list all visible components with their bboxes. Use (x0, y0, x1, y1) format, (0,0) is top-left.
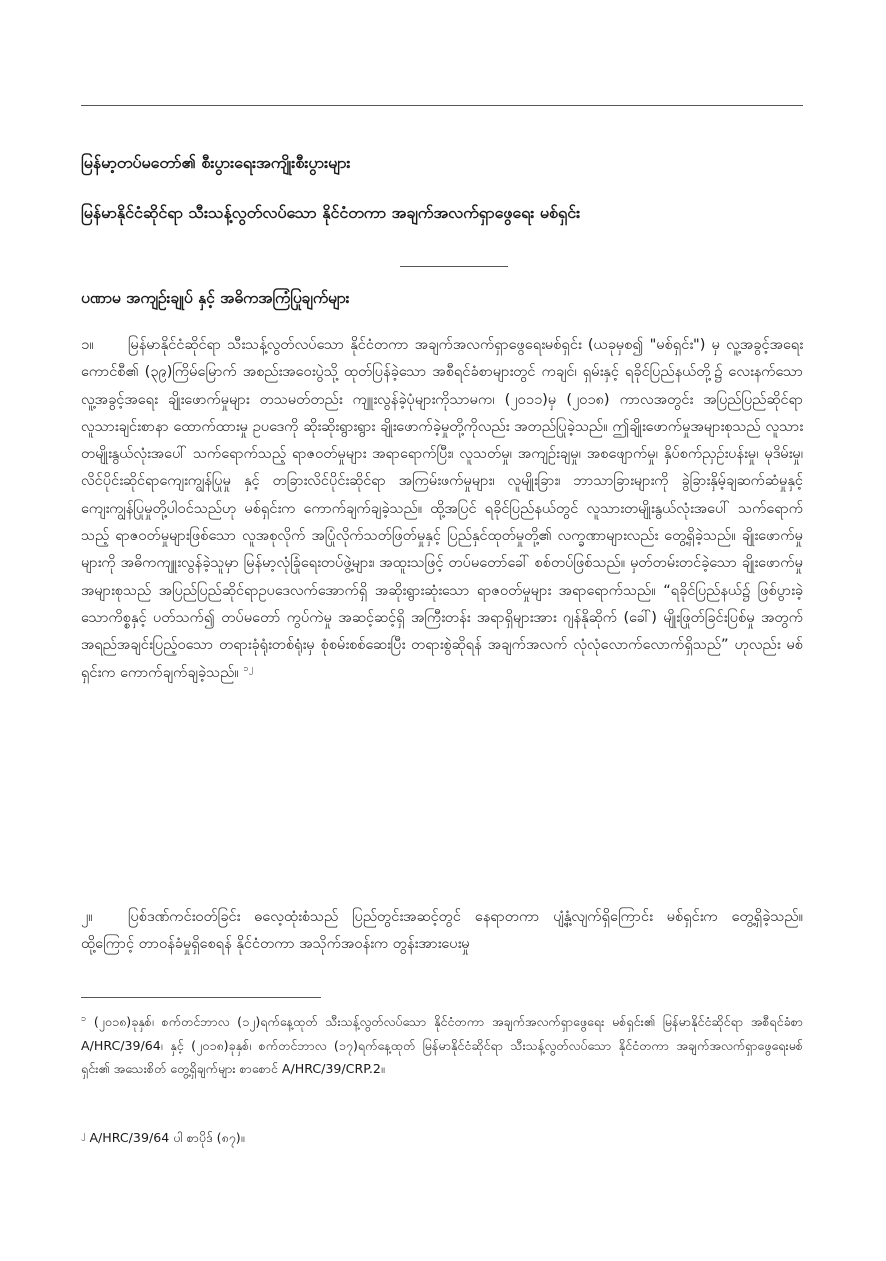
footnote-marker: ၂ (81, 1129, 86, 1140)
footnote-text: A/HRC/39/64 ပါ စာပိုဒ် (၈၇)။ (89, 1130, 245, 1145)
footnote-marker: ၁ (81, 1013, 87, 1024)
paragraph-2 (81, 903, 803, 961)
footnote-text: (၂၀၁၈)ခုနှစ်၊ စက်တင်ဘာလ (၁၂)ရက်နေ့ထုတ် သီးသန့်လွတ်လပ်သော နိုင်ငံတကာ အချက်အလက်ရှာဖွေရေး မစ်ရှင်း၏ မြန်မာနိုင်ငံဆိုင်ရာ အစီရင်ခံစာ A/HRC/39/64၊ နှင့် (၂၀၁၈)ခုနှစ်၊ စက်တင်ဘာလ (၁၇)ရက်နေ့ထုတ် မြန်မာနိုင်ငံဆိုင်ရာ သီးသန့်လွတ်လပ်သော နိုင်ငံတကာ အချက်အလက်ရှာဖွေရေးမစ်ရှင်း၏ အသေးစိတ် တွေ့ရှိချက်များ စာစောင် A/HRC/39/CRP.2။ (81, 1014, 803, 1076)
document-title: မြန်မာ့တပ်မတော်၏ စီးပွားရေးအကျိုးစီးပွားများ (81, 153, 351, 172)
paragraph-number: ၂။ (81, 908, 93, 925)
section-heading: ပဏာမ အကျဉ်းချုပ် နှင့် အဓိကအကြံပြုချက်များ (81, 289, 350, 307)
paragraph-number: ၁။ (81, 336, 94, 353)
footnote-separator (81, 997, 321, 998)
footnote-2 (81, 1126, 803, 1150)
document-subtitle: မြန်မာနိုင်ငံဆိုင်ရာ သီးသန့်လွတ်လပ်သော နိုင်ငံတကာ အချက်အလက်ရှာဖွေရေး မစ်ရှင်း (81, 203, 581, 222)
footnote-1 (81, 1010, 803, 1106)
paragraph-1 (81, 331, 803, 891)
paragraph-text: မြန်မာနိုင်ငံဆိုင်ရာ သီးသန့်လွတ်လပ်သော နိုင်ငံတကာ အချက်အလက်ရှာဖွေရေးမစ်ရှင်း (ယခုမှစ၍ "မစ်ရှင်း") မှ လူ့အခွင့်အရေးကောင်စီ၏ (၃၉)ကြိမ်မြောက် အစည်းအဝေးပွဲသို့ ထုတ်ပြန်ခဲ့သော အစီရင်ခံစာများတွင် ကချင်၊ ရှမ်းနှင့် ရခိုင်ပြည်နယ်တို့၌ လေးနက်သော လူ့အခွင့်အရေး ချိုးဖောက်မှုများ တသမတ်တည်း ကျူးလွန်ခဲ့ပုံများကိုသာမက၊ (၂၀၁၁)မှ (၂၀၁၈) ကာလအတွင်း အပြည်ပြည်ဆိုင်ရာ လူသားချင်းစာနာ ထောက်ထားမှု ဥပဒေကို ဆိုးဆိုးရွားရွား ချိုးဖောက်ခဲ့မှုတို့ကိုလည်း အတည်ပြုခဲ့သည်။ ဤချိုးဖောက်မှုအများစုသည် လူသားတမျိုးနွယ်လုံးအပေါ် သက်ရောက်သည့် ရာဇဝတ်မှုများ အရာရောက်ပြီး၊ လူသတ်မှု၊ အကျဉ်းချမှု၊ အစဖျောက်မှု၊ နှိပ်စက်ညှဉ်းပန်းမှု၊ မုဒိမ်းမှု၊ လိင်ပိုင်းဆိုင်ရာကျေးကျွန်ပြုမှု နှင့် တခြားလိင်ပိုင်းဆိုင်ရာ အကြမ်းဖက်မှုများ၊ လူမျိုးခြား၊ ဘာသာခြားများကို ခွဲခြားနှိမ့်ချဆက်ဆံမှုနှင့် ကျေးကျွန်ပြုမှုတို့ပါဝင်သည်ဟု မစ်ရှင်းက ကောက်ချက်ချခဲ့သည်။ ထို့အပြင် ရခိုင်ပြည်နယ်တွင် လူသားတမျိုးနွယ်လုံးအပေါ် သက်ရောက်သည့် ရာဇဝတ်မှုများဖြစ်သော လူအစုလိုက် အပြုံလိုက်သတ်ဖြတ်မှုနှင့် ပြည်နှင်ထုတ်မှုတို့၏ လက္ခဏာများလည်း တွေ့ရှိခဲ့သည်။ ချိုးဖောက်မှုများကို အဓိကကျူးလွန်ခဲ့သူမှာ မြန်မာ့လုံခြုံရေးတပ်ဖွဲ့များ၊ အထူးသဖြင့် တပ်မတော်ခေါ် စစ်တပ်ဖြစ်သည်။ မှတ်တမ်းတင်ခဲ့သော ချိုးဖောက်မှုအများစုသည် အပြည်ပြည်ဆိုင်ရာဥပဒေလက်အောက်ရှိ အဆိုးရွားဆုံးသော ရာဇဝတ်မှုများ အရာရောက်သည်။ “ရခိုင်ပြည်နယ်၌ ဖြစ်ပွားခဲ့သောကိစ္စနှင့် ပတ်သက်၍ တပ်မတော် ကွပ်ကဲမှု အဆင့်ဆင့်ရှိ အကြီးတန်း အရာရှိများအား ဂျန်နိုဆိုက် (ခေါ်) မျိုးဖြုတ်ခြင်းပြစ်မှု အတွက် အရည်အချင်းပြည့်ဝသော တရားခုံရုံးတစ်ရုံးမှ စုံစမ်းစစ်ဆေးပြီး တရားစွဲဆိုရန် အချက်အလက် လုံလုံလောက်လောက်ရှိသည်” ဟုလည်း မစ်ရှင်းက ကောက်ချက်ချခဲ့သည်။ (81, 336, 803, 681)
header-rule (81, 105, 803, 106)
footnote-ref-2[interactable]: ၂ (248, 663, 253, 674)
section-divider (400, 266, 508, 267)
footnote-ref-1[interactable]: ၁ (243, 663, 249, 674)
paragraph-text: ပြစ်ဒဏ်ကင်းဝတ်ခြင်း ဓလေ့ထုံးစံသည် ပြည်တွင်းအဆင့်တွင် နေရာတကာ ပျံ့နှံ့လျက်ရှိကြောင်း မစ်ရှင်းက တွေ့ရှိခဲ့သည်။ ထို့ကြောင့် တာဝန်ခံမှုရှိစေရန် နိုင်ငံတကာ အသိုက်အဝန်းက တွန်းအားပေးမှု (81, 908, 803, 953)
